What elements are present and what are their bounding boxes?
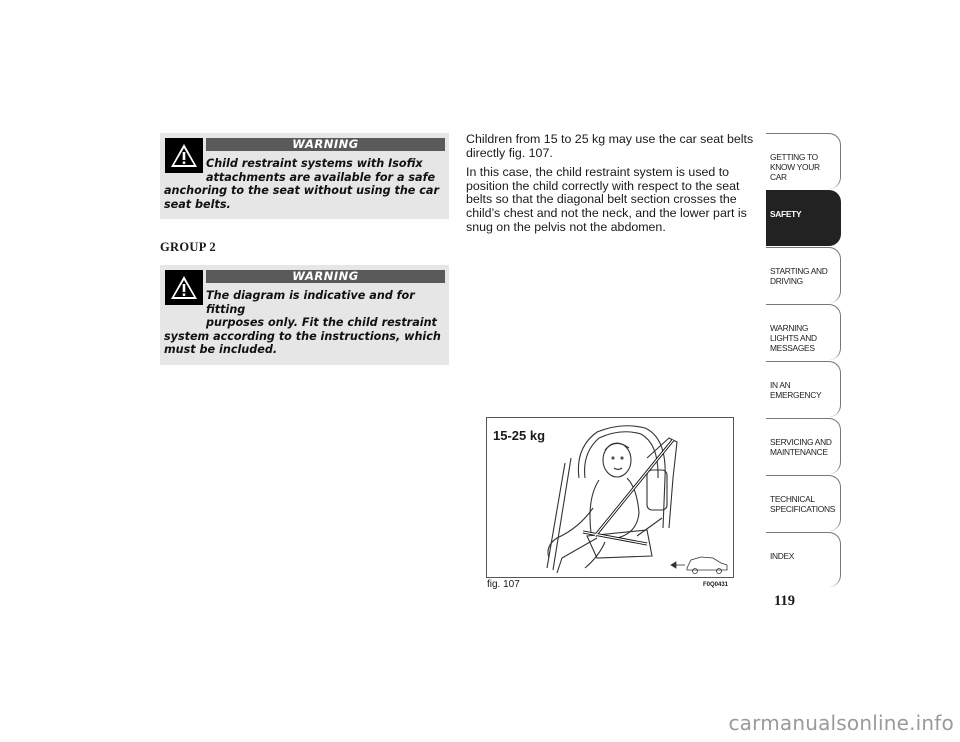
tab-label: GETTING TO KNOW YOUR CAR bbox=[770, 152, 820, 182]
tab-label: SAFETY bbox=[770, 209, 802, 219]
tab-label: WARNING LIGHTS AND MESSAGES bbox=[770, 323, 817, 353]
tab-label: SERVICING AND MAINTENANCE bbox=[770, 437, 832, 457]
warning-triangle-icon bbox=[165, 138, 203, 173]
tab-index[interactable] bbox=[766, 532, 841, 587]
tab-servicing[interactable] bbox=[766, 418, 841, 474]
body-paragraph: In this case, the child restraint system is used to position the child correctly with respect to the seat belts so that the diagonal belt section crosses the child’s chest and not the neck, and the lower part is snug on the pelvis not the abdomen. bbox=[466, 165, 747, 234]
warning-text-line: purposes only. Fit the child restraint bbox=[206, 316, 437, 329]
warning-text-rest: system according to the instructions, which must be included. bbox=[164, 329, 441, 356]
warning-title: WARNING bbox=[206, 138, 445, 151]
tab-getting-to-know[interactable] bbox=[766, 133, 841, 189]
warning-triangle-icon bbox=[165, 270, 203, 305]
figure-child-seat bbox=[486, 417, 734, 578]
warning-text-rest: anchoring to the seat without using the car seat belts. bbox=[164, 184, 439, 211]
tab-safety[interactable] bbox=[766, 190, 841, 246]
footer-watermark: carmanualsonline.info bbox=[728, 711, 954, 735]
tab-label: INDEX bbox=[770, 551, 795, 561]
child-seat-illustration bbox=[487, 418, 733, 577]
warning-text-line: The diagram is indicative and for fitting bbox=[206, 289, 415, 316]
figure-caption: fig. 107 bbox=[487, 579, 520, 590]
tab-label: STARTING AND DRIVING bbox=[770, 266, 828, 286]
tab-technical[interactable] bbox=[766, 475, 841, 531]
figure-code: F0Q0431 bbox=[703, 582, 729, 588]
tab-warning-lights[interactable] bbox=[766, 304, 841, 360]
warning-box-diagram bbox=[160, 265, 449, 365]
section-tabs bbox=[766, 133, 841, 588]
warning-title: WARNING bbox=[206, 270, 445, 283]
body-paragraph: Children from 15 to 25 kg may use the car seat belts directly fig. 107. bbox=[466, 132, 754, 160]
group-heading: GROUP 2 bbox=[160, 240, 216, 254]
figure-weight-label: 15-25 kg bbox=[493, 428, 546, 443]
car-direction-icon bbox=[671, 557, 727, 574]
tab-starting-driving[interactable] bbox=[766, 247, 841, 303]
warning-text-line: Child restraint systems with Isofix bbox=[206, 157, 423, 170]
tab-label: IN AN EMERGENCY bbox=[770, 380, 822, 400]
warning-text-line: attachments are available for a safe bbox=[206, 170, 436, 184]
warning-box-isofix bbox=[160, 133, 449, 219]
body-text bbox=[466, 133, 756, 240]
tab-emergency[interactable] bbox=[766, 361, 841, 417]
tab-label: TECHNICAL SPECIFICATIONS bbox=[770, 494, 835, 514]
page-number: 119 bbox=[774, 593, 795, 609]
